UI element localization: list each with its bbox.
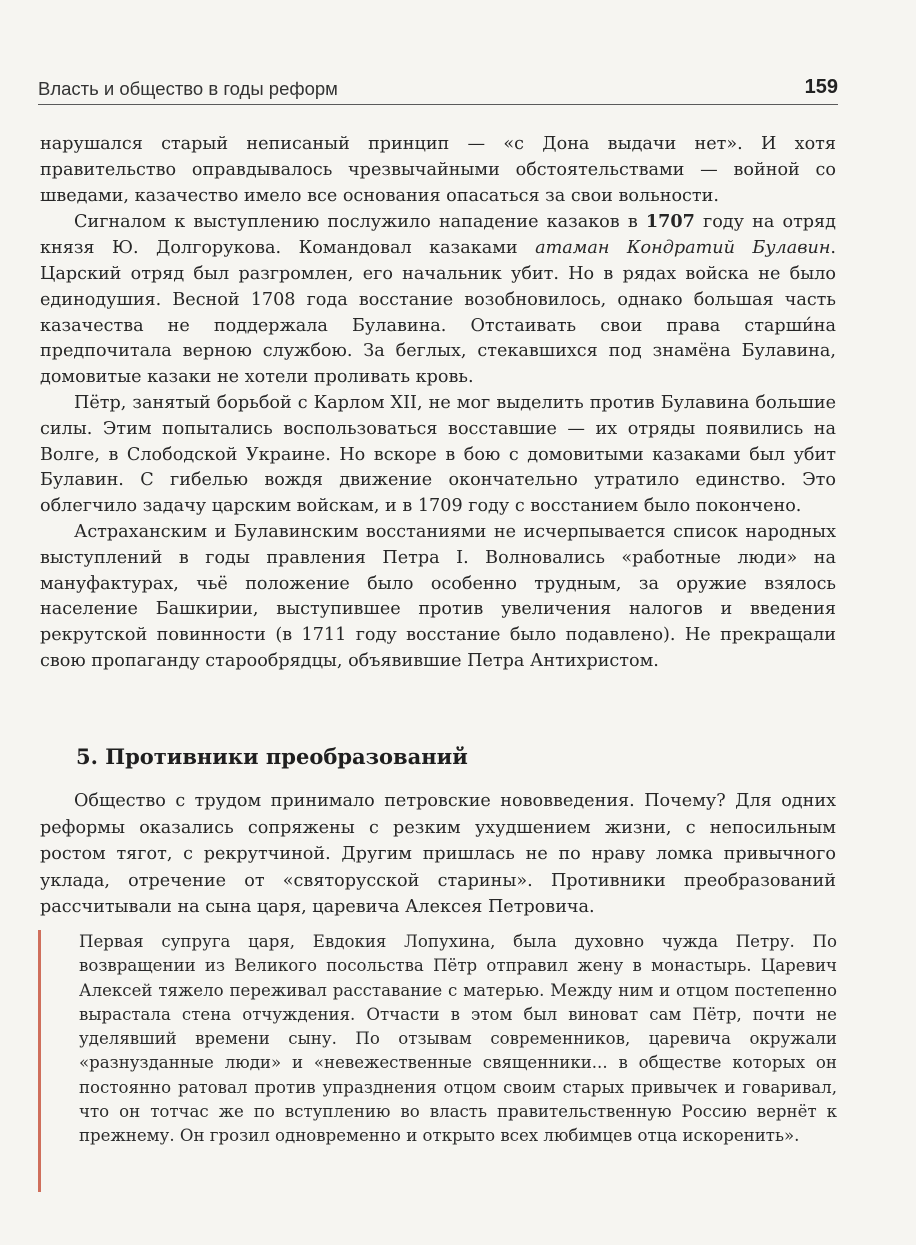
ataman-name: атаман Кондратий Булавин [535, 238, 831, 259]
sidebar-quote-block [38, 930, 837, 1192]
main-text [40, 132, 836, 675]
section-text [40, 788, 836, 921]
section-heading: 5. Противники преобразований [76, 744, 468, 769]
page-number: 159 [804, 76, 838, 98]
paragraph-opponents: Общество с трудом принимало петровские нововведения. Почему? Для одних реформы оказались сопряжены с резким ухудшением жизни, с непосильным ростом тягот, с рекрутчиной. Другим пришлась не по нраву ломка привычного уклада, отречение от «святорусской старины». Противники преобразований рассчитывали на сына царя, царевича Алексея Петровича. [40, 791, 836, 917]
sidebar-quote-text: Первая супруга царя, Евдокия Лопухина, была духовно чужда Петру. По возвращении из Великого посольства Пётр отправил жену в монастырь. Царевич Алексей тяжело переживал расставание с матерью. Между ним и отцом постепенно вырастала стена отчуждения. Отчасти в этом был виноват сам Пётр, почти не уделявший времени сыну. По отзывам современников, царевича окружали «разнузданные люди» и «невежественные священники... в обществе которых он постоянно ратовал против упразднения отцом своим старых привычек и говаривал, что он тотчас же по вступлению во власть правительственную Россию вернёт к прежнему. Он грозил одновременно и открыто всех любимцев отца искоренить». [79, 932, 837, 1146]
paragraph-text: . Царский отряд был разгромлен, его начальник убит. Но в рядах войска не было единодушия. Весной 1708 года восстание возобновилось, однако большая часть казачества не поддержала Булавина. Отстаивать свои права старши́на предпочитала верною службою. За беглых, стекавшихся под знамёна Булавина, домовитые казаки не хотели проливать кровь. [40, 238, 837, 388]
running-title: Власть и общество в годы реформ [38, 78, 338, 99]
paragraph-text: году на отряд князя Ю. Долгорукова. Командовал казаками [40, 212, 836, 259]
paragraph-continued: нарушался старый неписаный принцип — «с Дона выдачи нет». И хотя правительство оправдывалось чрезвычайными обстоятельствами — войной со шведами, казачество имело все основания опасаться за свои вольности. [40, 134, 836, 206]
year-1707: 1707 [645, 211, 695, 233]
paragraph-text: Сигналом к выступлению послужило нападение казаков в [74, 212, 646, 233]
paragraph-bulavin-uprising [40, 209, 836, 391]
paragraph-other-uprisings: Астраханским и Булавинским восстаниями не исчерпывается список народных выступлений в годы правления Петра I. Волновались «работные люди» на мануфактурах, чьё положение было особенно трудным, за оружие взялось население Башкирии, выступившее против увеличения налогов и введения рекрутской повинности (в 1711 году восстание было подавлено). Не прекращали свою пропаганду старообрядцы, объявившие Петра Антихристом. [40, 521, 836, 671]
running-header [38, 72, 838, 105]
paragraph-peter-karl: Пётр, занятый борьбой с Карлом XII, не мог выделить против Булавина большие силы. Этим попытались воспользоваться восставшие — их отряды появились на Волге, в Слободской Украине. Но вскоре в бою с домовитыми казаками был убит Булавин. С гибелью вождя движение окончательно утратило единство. Это облегчило задачу царским войскам, и в 1709 году с восстанием было покончено. [40, 392, 836, 517]
